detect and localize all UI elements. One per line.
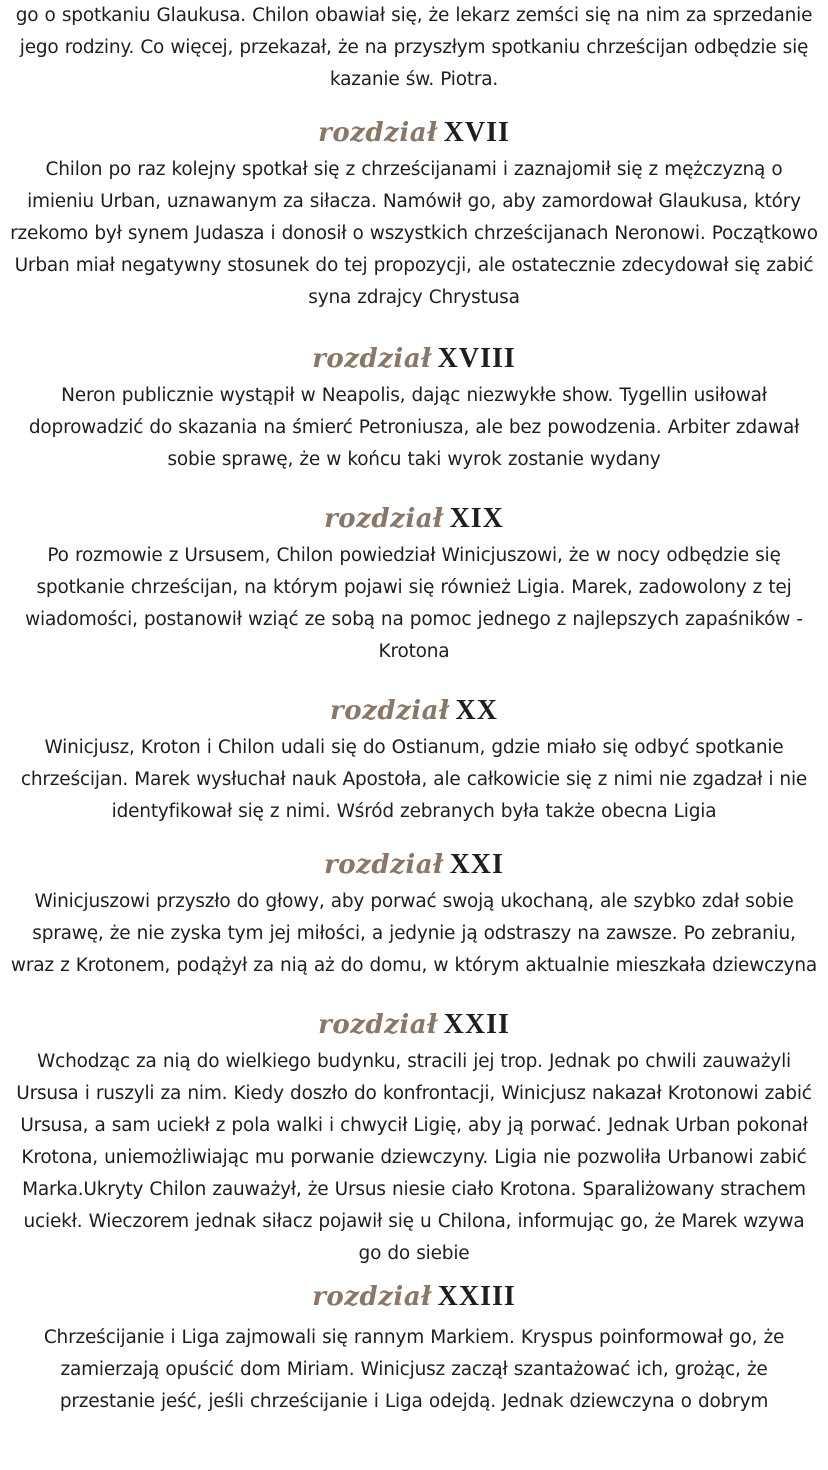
chapter-heading-number: XVIII <box>437 343 516 374</box>
paragraph-intro: go o spotkaniu Glaukusa. Chilon obawiał się, że lekarz zemści się na nim za sprzedanie jego rodziny. Co więcej, przekazał, że na przyszłym spotkaniu chrześcijan odbędzie się kazanie św. Piotra. <box>15 5 813 90</box>
chapter-heading-word: rozdział <box>324 850 444 880</box>
chapter-heading-20 <box>0 688 828 734</box>
paragraph-chapter-22: Wchodząc za nią do wielkiego budynku, stracili jej trop. Jednak po chwili zauważyli Ursusa i ruszyli za nim. Kiedy doszło do konfrontacji, Winicjusz nakazał Krotonowi zabić Ursusa, a sam uciekł z pola walki i chwycił Ligię, aby ją porwać. Jednak Urban pokonał Krotona, uniemożliwiając mu porwanie dziewczyny. Ligia nie pozwoliła Urbanowi zabić Marka.Ukryty Chilon zauważył, że Ursus niesie ciało Krotona. Sparaliżowany strachem uciekł. Wieczorem jednak siłacz pojawił się u Chilona, informując go, że Marek wzywa go do siebie <box>16 1051 812 1264</box>
chapter-heading-number: XXIII <box>437 1281 516 1312</box>
paragraph-chapter-21: Winicjuszowi przyszło do głowy, aby porwać swoją ukochaną, ale szybko zdał sobie sprawę, że nie zyska tym jej miłości, a jedynie ją odstraszy na zawsze. Po zebraniu, wraz z Krotonem, podążył za nią aż do domu, w którym aktualnie mieszkała dziewczyna <box>10 891 818 976</box>
chapter-heading-17 <box>0 110 828 156</box>
chapter-heading-number: XVII <box>443 117 510 148</box>
chapter-heading-22 <box>0 1002 828 1048</box>
chapter-heading-19 <box>0 496 828 542</box>
chapter-heading-number: XX <box>455 695 498 726</box>
paragraph-chapter-23: Chrześcijanie i Liga zajmowali się rannym Markiem. Kryspus poinformował go, że zamierzają opuścić dom Miriam. Winicjusz zaczął szantażować ich, grożąc, że przestanie jeść, jeśli chrześcijanie i Liga odejdą. Jednak dziewczyna o dobrym <box>43 1327 785 1412</box>
chapter-heading-word: rozdział <box>330 696 450 726</box>
chapter-heading-word: rozdział <box>312 1282 432 1312</box>
paragraph-chapter-18: Neron publicznie wystąpił w Neapolis, dając niezwykłe show. Tygellin usiłował doprowadzić do skazania na śmierć Petroniusza, ale bez powodzenia. Arbiter zdawał sobie sprawę, że w końcu taki wyrok zostanie wydany <box>28 385 800 470</box>
chapter-heading-word: rozdział <box>318 118 438 148</box>
paragraph-chapter-19: Po rozmowie z Ursusem, Chilon powiedział Winicjuszowi, że w nocy odbędzie się spotkanie chrześcijan, na którym pojawi się również Ligia. Marek, zadowolony z tej wiadomości, postanowił wziąć ze sobą na pomoc jednego z najlepszych zapaśników - Krotona <box>25 545 803 662</box>
paragraph-chapter-20: Winicjusz, Kroton i Chilon udali się do Ostianum, gdzie miało się odbyć spotkanie chrześcijan. Marek wysłuchał nauk Apostoła, ale całkowicie się z nimi nie zgadzał i nie identyfikował się z nimi. Wśród zebranych była także obecna Ligia <box>20 737 808 822</box>
paragraph-chapter-17: Chilon po raz kolejny spotkał się z chrześcijanami i zaznajomił się z mężczyzną o imieniu Urban, uznawanym za siłacza. Namówił go, aby zamordował Glaukusa, który rzekomo był synem Judasza i donosił o wszystkich chrześcijanach Neronowi. Początkowo Urban miał negatywny stosunek do tej propozycji, ale ostatecznie zdecydował się zabić syna zdrajcy Chrystusa <box>10 159 818 308</box>
chapter-heading-word: rozdział <box>318 1010 438 1040</box>
chapter-heading-word: rozdział <box>324 504 444 534</box>
chapter-heading-23 <box>0 1274 828 1320</box>
chapter-heading-number: XXI <box>449 849 504 880</box>
chapter-heading-21 <box>0 842 828 888</box>
chapter-heading-number: XXII <box>443 1009 510 1040</box>
chapter-heading-18 <box>0 336 828 382</box>
chapter-heading-number: XIX <box>449 503 504 534</box>
chapter-heading-word: rozdział <box>312 344 432 374</box>
